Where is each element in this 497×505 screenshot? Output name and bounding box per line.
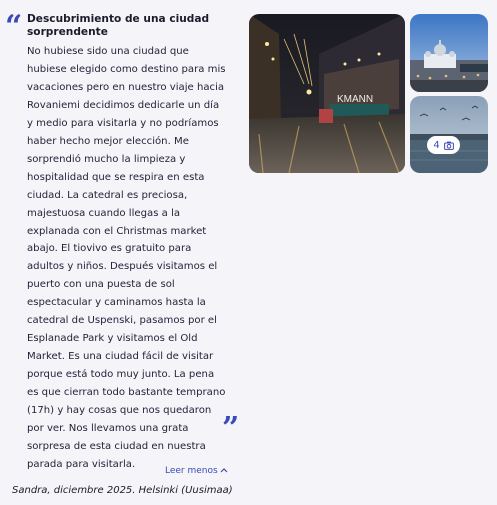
open-quote-icon: “ <box>5 9 23 44</box>
photo-count-badge[interactable] <box>427 136 460 154</box>
read-less-label: Leer menos <box>165 466 218 476</box>
review-body: No hubiese sido una ciudad que hubiese elegido como destino para mis vacaciones pero en nuestro viaje hacia Rovaniemi decidimos dedicarle un día y medio para visitarla y no podríamos haber hecho mejor elección. Me sorprendió mucho la limpieza y hospitalidad que se respira en esta ciudad. La catedral es preciosa, majestuosa cuando llegas a la explanada con el Christmas market abajo. El tiovivo es gratuito para adultos y niños. Después visitamos el puerto con una puesta de sol espectacular y caminamos hasta la catedral de Uspenski, pasamos por el Esplanade Park y visitamos el Old Market. Es una ciudad fácil de visitar porque está todo muy junto. La pena es que cierran todo bastante temprano (17h) y hay cosas que nos quedaron por ver. Nos llevamos una grata sorpresa de esta ciudad en nuestra parada para visitarla. <box>27 46 226 470</box>
chevron-up-icon <box>220 466 228 476</box>
photo-harbour[interactable] <box>410 96 488 173</box>
photo-street-night[interactable] <box>249 14 405 173</box>
review-title: Descubrimiento de una ciudad sorprendente <box>27 13 210 38</box>
svg-text:KMANN: KMANN <box>337 94 374 105</box>
photo-cathedral[interactable] <box>410 14 488 92</box>
camera-icon <box>444 141 454 150</box>
review-author: Sandra, diciembre 2025. Helsinki (Uusimaa) <box>12 485 233 496</box>
close-quote-icon: ” <box>222 411 240 446</box>
read-less-button[interactable] <box>165 466 228 476</box>
photo-count: 4 <box>433 139 440 151</box>
